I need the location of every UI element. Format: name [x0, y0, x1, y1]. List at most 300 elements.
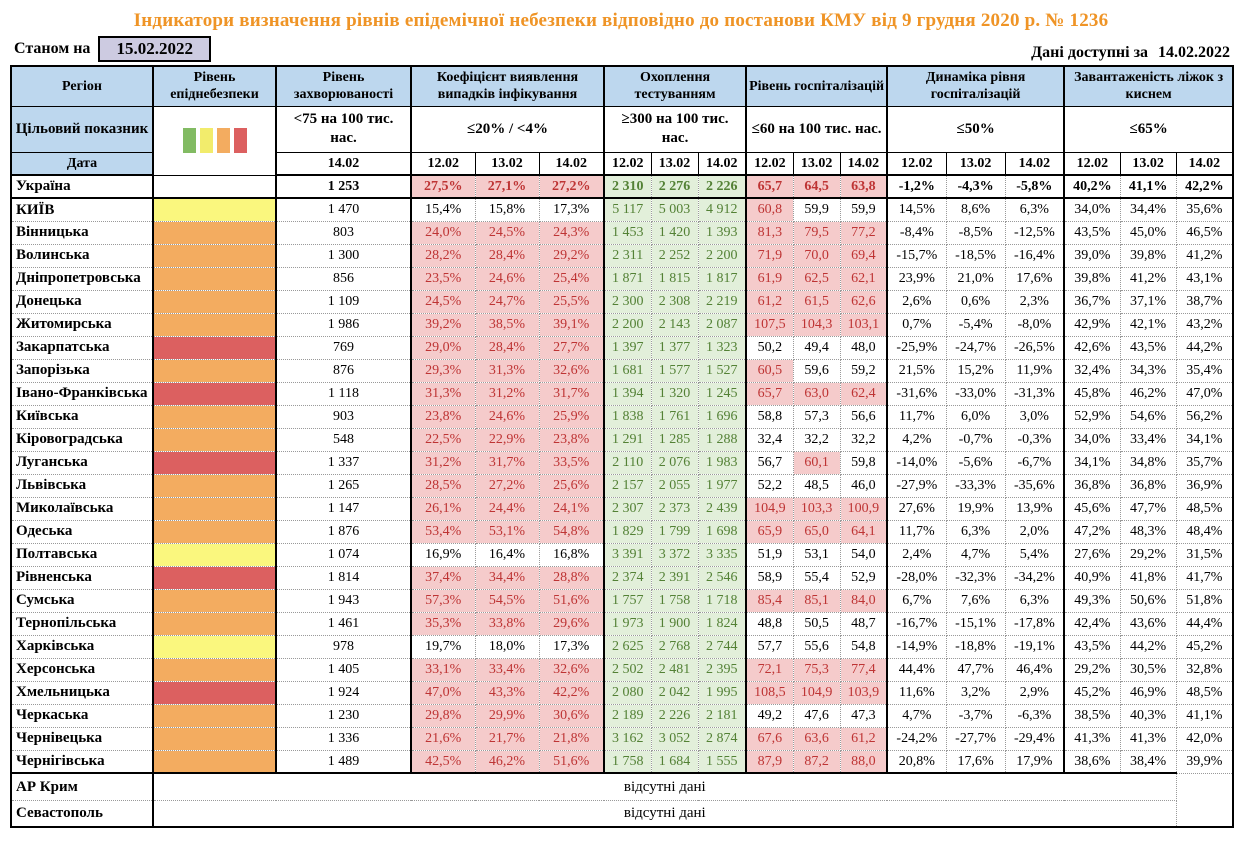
cell-hospitalization-13.02: 62,5 — [793, 267, 840, 290]
cell-danger-level — [153, 198, 276, 221]
cell-detection-coef-14.02: 25,6% — [539, 474, 604, 497]
cell-hosp-dynamics-12.02: 2,6% — [887, 290, 946, 313]
cell-testing-12.02: 1 397 — [604, 336, 651, 359]
cell-detection-coef-14.02: 25,5% — [539, 290, 604, 313]
cell-hosp-dynamics-12.02: 4,7% — [887, 704, 946, 727]
cell-oxygen-beds-12.02: 40,9% — [1064, 566, 1120, 589]
cell-testing-13.02: 1 377 — [651, 336, 698, 359]
cell-hospitalization-13.02: 79,5 — [793, 221, 840, 244]
cell-hospitalization-14.02: 103,9 — [840, 681, 887, 704]
col-testing-coverage: Охоплення тестуванням — [604, 66, 746, 106]
cell-hospitalization-13.02: 57,3 — [793, 405, 840, 428]
cell-testing-14.02: 2 744 — [698, 635, 746, 658]
cell-morbidity: 1 336 — [276, 727, 411, 750]
cell-region-name: Одеська — [11, 520, 153, 543]
cell-hospitalization-12.02: 72,1 — [746, 658, 793, 681]
cell-testing-13.02: 1 815 — [651, 267, 698, 290]
cell-hospitalization-14.02: 61,2 — [840, 727, 887, 750]
cell-detection-coef-13.02: 22,9% — [475, 428, 539, 451]
cell-hospitalization-13.02: 47,6 — [793, 704, 840, 727]
cell-hospitalization-12.02: 52,2 — [746, 474, 793, 497]
cell-detection-coef-14.02: 31,7% — [539, 382, 604, 405]
legend-green-swatch — [183, 128, 196, 153]
cell-oxygen-beds-13.02: 29,2% — [1120, 543, 1176, 566]
cell-hospitalization-14.02: 54,0 — [840, 543, 887, 566]
cell-detection-coef-14.02: 32,6% — [539, 359, 604, 382]
cell-hospitalization-14.02: 84,0 — [840, 589, 887, 612]
date-cell: 12.02 — [411, 152, 475, 175]
cell-morbidity: 1 986 — [276, 313, 411, 336]
region-row — [11, 589, 1233, 612]
cell-oxygen-beds-13.02: 41,1% — [1120, 175, 1176, 198]
cell-oxygen-beds-13.02: 46,9% — [1120, 681, 1176, 704]
data-available-block — [1031, 44, 1230, 62]
cell-hospitalization-12.02: 108,5 — [746, 681, 793, 704]
cell-oxygen-beds-14.02: 42,0% — [1176, 727, 1233, 750]
cell-hospitalization-13.02: 85,1 — [793, 589, 840, 612]
col-detection-coef: Коефіцієнт виявлення випадків інфікування — [411, 66, 604, 106]
cell-testing-14.02: 2 439 — [698, 497, 746, 520]
cell-hospitalization-13.02: 59,9 — [793, 198, 840, 221]
cell-danger-level — [153, 290, 276, 313]
cell-detection-coef-12.02: 31,2% — [411, 451, 475, 474]
cell-oxygen-beds-14.02: 35,7% — [1176, 451, 1233, 474]
cell-detection-coef-12.02: 22,5% — [411, 428, 475, 451]
cell-danger-level — [153, 267, 276, 290]
cell-oxygen-beds-14.02: 48,5% — [1176, 681, 1233, 704]
cell-danger-level — [153, 681, 276, 704]
cell-detection-coef-12.02: 24,0% — [411, 221, 475, 244]
cell-oxygen-beds-12.02: 36,7% — [1064, 290, 1120, 313]
cell-hosp-dynamics-14.02: -31,3% — [1005, 382, 1064, 405]
cell-detection-coef-13.02: 31,2% — [475, 382, 539, 405]
cell-testing-12.02: 2 311 — [604, 244, 651, 267]
cell-hospitalization-14.02: 59,8 — [840, 451, 887, 474]
cell-hosp-dynamics-14.02: 17,6% — [1005, 267, 1064, 290]
cell-detection-coef-13.02: 38,5% — [475, 313, 539, 336]
cell-morbidity: 1 300 — [276, 244, 411, 267]
cell-oxygen-beds-12.02: 34,1% — [1064, 451, 1120, 474]
cell-hosp-dynamics-14.02: -29,4% — [1005, 727, 1064, 750]
cell-testing-12.02: 2 625 — [604, 635, 651, 658]
cell-oxygen-beds-14.02: 44,4% — [1176, 612, 1233, 635]
region-row — [11, 497, 1233, 520]
cell-hospitalization-14.02: 62,4 — [840, 382, 887, 405]
cell-hospitalization-12.02: 48,8 — [746, 612, 793, 635]
date-cell: 13.02 — [475, 152, 539, 175]
cell-hospitalization-12.02: 49,2 — [746, 704, 793, 727]
cell-morbidity: 856 — [276, 267, 411, 290]
cell-hosp-dynamics-14.02: 11,9% — [1005, 359, 1064, 382]
cell-hosp-dynamics-13.02: -4,3% — [946, 175, 1005, 198]
cell-hosp-dynamics-12.02: 2,4% — [887, 543, 946, 566]
cell-hosp-dynamics-14.02: 6,3% — [1005, 589, 1064, 612]
cell-hospitalization-12.02: 61,2 — [746, 290, 793, 313]
cell-hospitalization-12.02: 85,4 — [746, 589, 793, 612]
cell-morbidity: 1 265 — [276, 474, 411, 497]
cell-oxygen-beds-13.02: 48,3% — [1120, 520, 1176, 543]
cell-hosp-dynamics-14.02: -5,8% — [1005, 175, 1064, 198]
cell-hospitalization-13.02: 75,3 — [793, 658, 840, 681]
page-title: Індикатори визначення рівнів епідемічної небезпеки відповідно до постанови КМУ від 9 грудня 2020 р. № 1236 — [133, 10, 1109, 31]
cell-testing-12.02: 1 973 — [604, 612, 651, 635]
cell-hospitalization-12.02: 65,9 — [746, 520, 793, 543]
cell-hosp-dynamics-14.02: 46,4% — [1005, 658, 1064, 681]
target-detection-coef: ≤20% / <4% — [411, 106, 604, 152]
cell-morbidity: 1 118 — [276, 382, 411, 405]
cell-detection-coef-14.02: 33,5% — [539, 451, 604, 474]
cell-hospitalization-14.02: 47,3 — [840, 704, 887, 727]
cell-oxygen-beds-14.02: 56,2% — [1176, 405, 1233, 428]
cell-hosp-dynamics-13.02: -5,4% — [946, 313, 1005, 336]
cell-detection-coef-12.02: 19,7% — [411, 635, 475, 658]
cell-region-name: Севастополь — [11, 800, 153, 827]
region-row — [11, 175, 1233, 198]
cell-oxygen-beds-14.02: 41,1% — [1176, 704, 1233, 727]
indicators-table — [10, 65, 1234, 828]
cell-oxygen-beds-14.02: 39,9% — [1176, 750, 1233, 773]
cell-hosp-dynamics-13.02: -27,7% — [946, 727, 1005, 750]
cell-testing-13.02: 2 042 — [651, 681, 698, 704]
cell-hospitalization-12.02: 61,9 — [746, 267, 793, 290]
cell-detection-coef-13.02: 16,4% — [475, 543, 539, 566]
cell-detection-coef-14.02: 27,7% — [539, 336, 604, 359]
cell-oxygen-beds-12.02: 39,0% — [1064, 244, 1120, 267]
cell-detection-coef-13.02: 33,4% — [475, 658, 539, 681]
cell-region-name: Тернопільська — [11, 612, 153, 635]
cell-morbidity: 1 814 — [276, 566, 411, 589]
cell-hosp-dynamics-14.02: -6,7% — [1005, 451, 1064, 474]
cell-detection-coef-12.02: 29,3% — [411, 359, 475, 382]
cell-oxygen-beds-12.02: 45,8% — [1064, 382, 1120, 405]
cell-morbidity: 903 — [276, 405, 411, 428]
cell-danger-level — [153, 635, 276, 658]
cell-testing-14.02: 2 200 — [698, 244, 746, 267]
cell-detection-coef-12.02: 15,4% — [411, 198, 475, 221]
cell-oxygen-beds-13.02: 47,7% — [1120, 497, 1176, 520]
cell-testing-12.02: 2 310 — [604, 175, 651, 198]
cell-detection-coef-13.02: 27,1% — [475, 175, 539, 198]
cell-hospitalization-14.02: 54,8 — [840, 635, 887, 658]
subheader-bar — [14, 36, 1230, 62]
cell-hosp-dynamics-14.02: 13,9% — [1005, 497, 1064, 520]
data-available-date: 14.02.2022 — [1158, 44, 1230, 61]
cell-hosp-dynamics-14.02: 3,0% — [1005, 405, 1064, 428]
cell-detection-coef-14.02: 21,8% — [539, 727, 604, 750]
cell-hospitalization-14.02: 56,6 — [840, 405, 887, 428]
cell-hosp-dynamics-13.02: 6,3% — [946, 520, 1005, 543]
cell-oxygen-beds-12.02: 45,2% — [1064, 681, 1120, 704]
cell-detection-coef-14.02: 42,2% — [539, 681, 604, 704]
legend-orange-swatch — [217, 128, 230, 153]
cell-region-name: Рівненська — [11, 566, 153, 589]
cell-testing-14.02: 1 555 — [698, 750, 746, 773]
cell-detection-coef-12.02: 42,5% — [411, 750, 475, 773]
cell-testing-14.02: 1 323 — [698, 336, 746, 359]
cell-detection-coef-14.02: 23,8% — [539, 428, 604, 451]
cell-testing-13.02: 2 143 — [651, 313, 698, 336]
cell-detection-coef-12.02: 24,5% — [411, 290, 475, 313]
legend-swatches — [156, 108, 273, 174]
cell-oxygen-beds-13.02: 41,8% — [1120, 566, 1176, 589]
cell-hospitalization-14.02: 103,1 — [840, 313, 887, 336]
data-available-label: Дані доступні за — [1031, 44, 1148, 61]
cell-hosp-dynamics-14.02: 2,3% — [1005, 290, 1064, 313]
legend-red-swatch — [234, 128, 247, 153]
cell-testing-13.02: 3 052 — [651, 727, 698, 750]
cell-hosp-dynamics-12.02: -16,7% — [887, 612, 946, 635]
cell-morbidity: 769 — [276, 336, 411, 359]
cell-hospitalization-14.02: 59,9 — [840, 198, 887, 221]
cell-hospitalization-12.02: 107,5 — [746, 313, 793, 336]
cell-detection-coef-12.02: 47,0% — [411, 681, 475, 704]
target-oxygen-beds: ≤65% — [1064, 106, 1233, 152]
cell-region-name: Донецька — [11, 290, 153, 313]
cell-oxygen-beds-12.02: 29,2% — [1064, 658, 1120, 681]
date-cell: 12.02 — [1064, 152, 1120, 175]
cell-testing-13.02: 2 226 — [651, 704, 698, 727]
cell-hosp-dynamics-12.02: -24,2% — [887, 727, 946, 750]
cell-morbidity: 548 — [276, 428, 411, 451]
cell-morbidity: 1 489 — [276, 750, 411, 773]
cell-oxygen-beds-12.02: 42,6% — [1064, 336, 1120, 359]
cell-danger-level — [153, 520, 276, 543]
cell-no-data: відсутні дані — [153, 773, 1176, 800]
cell-hosp-dynamics-13.02: -18,5% — [946, 244, 1005, 267]
cell-oxygen-beds-14.02: 45,2% — [1176, 635, 1233, 658]
cell-testing-14.02: 1 824 — [698, 612, 746, 635]
cell-hosp-dynamics-14.02: -8,0% — [1005, 313, 1064, 336]
cell-hosp-dynamics-14.02: -19,1% — [1005, 635, 1064, 658]
cell-danger-level — [153, 382, 276, 405]
cell-hospitalization-12.02: 58,9 — [746, 566, 793, 589]
cell-oxygen-beds-12.02: 38,6% — [1064, 750, 1120, 773]
cell-detection-coef-13.02: 34,4% — [475, 566, 539, 589]
cell-detection-coef-12.02: 57,3% — [411, 589, 475, 612]
cell-testing-13.02: 2 768 — [651, 635, 698, 658]
cell-detection-coef-13.02: 24,7% — [475, 290, 539, 313]
date-cell: 12.02 — [887, 152, 946, 175]
cell-hospitalization-12.02: 71,9 — [746, 244, 793, 267]
cell-hospitalization-13.02: 65,0 — [793, 520, 840, 543]
cell-oxygen-beds-13.02: 34,8% — [1120, 451, 1176, 474]
cell-hosp-dynamics-13.02: -33,3% — [946, 474, 1005, 497]
cell-oxygen-beds-14.02: 51,8% — [1176, 589, 1233, 612]
cell-region-name: Запорізька — [11, 359, 153, 382]
cell-hospitalization-14.02: 32,2 — [840, 428, 887, 451]
cell-hospitalization-14.02: 48,0 — [840, 336, 887, 359]
cell-testing-12.02: 5 117 — [604, 198, 651, 221]
cell-hospitalization-13.02: 61,5 — [793, 290, 840, 313]
cell-hosp-dynamics-12.02: 23,9% — [887, 267, 946, 290]
cell-oxygen-beds-14.02: 48,4% — [1176, 520, 1233, 543]
date-morbidity: 14.02 — [276, 152, 411, 175]
cell-testing-14.02: 1 393 — [698, 221, 746, 244]
cell-testing-13.02: 2 076 — [651, 451, 698, 474]
cell-hospitalization-13.02: 55,4 — [793, 566, 840, 589]
cell-hosp-dynamics-12.02: 21,5% — [887, 359, 946, 382]
date-cell: 14.02 — [1176, 152, 1233, 175]
cell-detection-coef-13.02: 53,1% — [475, 520, 539, 543]
cell-danger-level — [153, 405, 276, 428]
cell-hosp-dynamics-13.02: 7,6% — [946, 589, 1005, 612]
cell-hosp-dynamics-12.02: -15,7% — [887, 244, 946, 267]
danger-level-legend — [153, 106, 276, 175]
legend-yellow-swatch — [200, 128, 213, 153]
cell-testing-14.02: 2 087 — [698, 313, 746, 336]
cell-testing-14.02: 1 995 — [698, 681, 746, 704]
cell-oxygen-beds-12.02: 49,3% — [1064, 589, 1120, 612]
cell-hosp-dynamics-13.02: -33,0% — [946, 382, 1005, 405]
cell-region-name: Волинська — [11, 244, 153, 267]
cell-testing-12.02: 2 200 — [604, 313, 651, 336]
cell-hosp-dynamics-13.02: -24,7% — [946, 336, 1005, 359]
cell-testing-12.02: 2 157 — [604, 474, 651, 497]
cell-testing-14.02: 2 226 — [698, 175, 746, 198]
cell-morbidity: 1 253 — [276, 175, 411, 198]
cell-detection-coef-12.02: 23,8% — [411, 405, 475, 428]
cell-oxygen-beds-12.02: 47,2% — [1064, 520, 1120, 543]
cell-hosp-dynamics-14.02: -34,2% — [1005, 566, 1064, 589]
cell-hospitalization-12.02: 104,9 — [746, 497, 793, 520]
cell-hosp-dynamics-14.02: 2,9% — [1005, 681, 1064, 704]
cell-oxygen-beds-14.02: 35,4% — [1176, 359, 1233, 382]
cell-oxygen-beds-13.02: 46,2% — [1120, 382, 1176, 405]
cell-hospitalization-14.02: 69,4 — [840, 244, 887, 267]
cell-detection-coef-14.02: 24,1% — [539, 497, 604, 520]
cell-hosp-dynamics-13.02: 4,7% — [946, 543, 1005, 566]
region-row — [11, 681, 1233, 704]
cell-hosp-dynamics-12.02: -14,9% — [887, 635, 946, 658]
cell-detection-coef-14.02: 28,8% — [539, 566, 604, 589]
cell-hospitalization-14.02: 48,7 — [840, 612, 887, 635]
cell-detection-coef-14.02: 17,3% — [539, 198, 604, 221]
cell-hosp-dynamics-12.02: -28,0% — [887, 566, 946, 589]
cell-oxygen-beds-14.02: 31,5% — [1176, 543, 1233, 566]
cell-hosp-dynamics-13.02: 3,2% — [946, 681, 1005, 704]
target-hospitalization: ≤60 на 100 тис. нас. — [746, 106, 887, 152]
cell-detection-coef-13.02: 21,7% — [475, 727, 539, 750]
region-row — [11, 359, 1233, 382]
cell-detection-coef-12.02: 23,5% — [411, 267, 475, 290]
cell-testing-14.02: 1 696 — [698, 405, 746, 428]
cell-hospitalization-12.02: 60,8 — [746, 198, 793, 221]
cell-oxygen-beds-13.02: 34,4% — [1120, 198, 1176, 221]
cell-oxygen-beds-12.02: 42,4% — [1064, 612, 1120, 635]
cell-hosp-dynamics-14.02: -0,3% — [1005, 428, 1064, 451]
cell-testing-14.02: 1 817 — [698, 267, 746, 290]
target-morbidity: <75 на 100 тис. нас. — [276, 106, 411, 152]
cell-detection-coef-14.02: 17,3% — [539, 635, 604, 658]
cell-hospitalization-13.02: 104,9 — [793, 681, 840, 704]
cell-detection-coef-12.02: 28,2% — [411, 244, 475, 267]
no-data-region-row — [11, 800, 1233, 827]
cell-danger-level — [153, 658, 276, 681]
cell-oxygen-beds-13.02: 36,8% — [1120, 474, 1176, 497]
cell-testing-14.02: 2 546 — [698, 566, 746, 589]
cell-detection-coef-13.02: 18,0% — [475, 635, 539, 658]
cell-testing-13.02: 1 799 — [651, 520, 698, 543]
region-row — [11, 727, 1233, 750]
cell-detection-coef-14.02: 30,6% — [539, 704, 604, 727]
cell-oxygen-beds-12.02: 43,5% — [1064, 221, 1120, 244]
cell-hospitalization-13.02: 70,0 — [793, 244, 840, 267]
date-cell: 12.02 — [604, 152, 651, 175]
cell-hospitalization-12.02: 32,4 — [746, 428, 793, 451]
cell-morbidity: 1 230 — [276, 704, 411, 727]
cell-testing-13.02: 1 758 — [651, 589, 698, 612]
cell-region-name: Україна — [11, 175, 153, 198]
cell-oxygen-beds-12.02: 41,3% — [1064, 727, 1120, 750]
date-cell: 12.02 — [746, 152, 793, 175]
cell-region-name: Херсонська — [11, 658, 153, 681]
date-cell: 13.02 — [651, 152, 698, 175]
cell-hospitalization-14.02: 100,9 — [840, 497, 887, 520]
cell-testing-13.02: 2 391 — [651, 566, 698, 589]
cell-testing-12.02: 2 502 — [604, 658, 651, 681]
cell-detection-coef-12.02: 26,1% — [411, 497, 475, 520]
cell-hosp-dynamics-13.02: 17,6% — [946, 750, 1005, 773]
region-row — [11, 566, 1233, 589]
region-row — [11, 658, 1233, 681]
cell-detection-coef-13.02: 31,3% — [475, 359, 539, 382]
cell-detection-coef-13.02: 27,2% — [475, 474, 539, 497]
cell-oxygen-beds-13.02: 38,4% — [1120, 750, 1176, 773]
region-row — [11, 221, 1233, 244]
cell-hosp-dynamics-12.02: 20,8% — [887, 750, 946, 773]
cell-hosp-dynamics-12.02: -31,6% — [887, 382, 946, 405]
region-row — [11, 635, 1233, 658]
cell-oxygen-beds-12.02: 43,5% — [1064, 635, 1120, 658]
cell-morbidity: 1 924 — [276, 681, 411, 704]
cell-morbidity: 876 — [276, 359, 411, 382]
cell-hosp-dynamics-14.02: -35,6% — [1005, 474, 1064, 497]
cell-testing-12.02: 1 394 — [604, 382, 651, 405]
cell-hosp-dynamics-12.02: 6,7% — [887, 589, 946, 612]
cell-testing-13.02: 2 276 — [651, 175, 698, 198]
cell-hospitalization-12.02: 57,7 — [746, 635, 793, 658]
cell-region-name: Чернігівська — [11, 750, 153, 773]
cell-danger-level — [153, 497, 276, 520]
date-cell: 13.02 — [946, 152, 1005, 175]
cell-hosp-dynamics-13.02: 6,0% — [946, 405, 1005, 428]
cell-testing-12.02: 2 110 — [604, 451, 651, 474]
region-row — [11, 474, 1233, 497]
cell-hospitalization-12.02: 50,2 — [746, 336, 793, 359]
cell-region-name: Львівська — [11, 474, 153, 497]
cell-detection-coef-13.02: 24,6% — [475, 267, 539, 290]
region-row — [11, 405, 1233, 428]
cell-detection-coef-14.02: 39,1% — [539, 313, 604, 336]
cell-oxygen-beds-14.02: 34,1% — [1176, 428, 1233, 451]
col-oxygen-beds: Завантаженість ліжок з киснем — [1064, 66, 1233, 106]
cell-hosp-dynamics-12.02: 11,7% — [887, 520, 946, 543]
cell-hospitalization-13.02: 103,3 — [793, 497, 840, 520]
cell-detection-coef-14.02: 24,3% — [539, 221, 604, 244]
cell-oxygen-beds-14.02: 43,2% — [1176, 313, 1233, 336]
cell-region-name: Хмельницька — [11, 681, 153, 704]
date-cell: 13.02 — [793, 152, 840, 175]
cell-oxygen-beds-13.02: 43,5% — [1120, 336, 1176, 359]
col-region: Регіон — [11, 66, 153, 106]
cell-oxygen-beds-13.02: 30,5% — [1120, 658, 1176, 681]
cell-detection-coef-14.02: 54,8% — [539, 520, 604, 543]
cell-hospitalization-13.02: 104,3 — [793, 313, 840, 336]
cell-region-name: Черкаська — [11, 704, 153, 727]
cell-testing-13.02: 2 308 — [651, 290, 698, 313]
cell-oxygen-beds-14.02: 38,7% — [1176, 290, 1233, 313]
cell-region-name: Київська — [11, 405, 153, 428]
